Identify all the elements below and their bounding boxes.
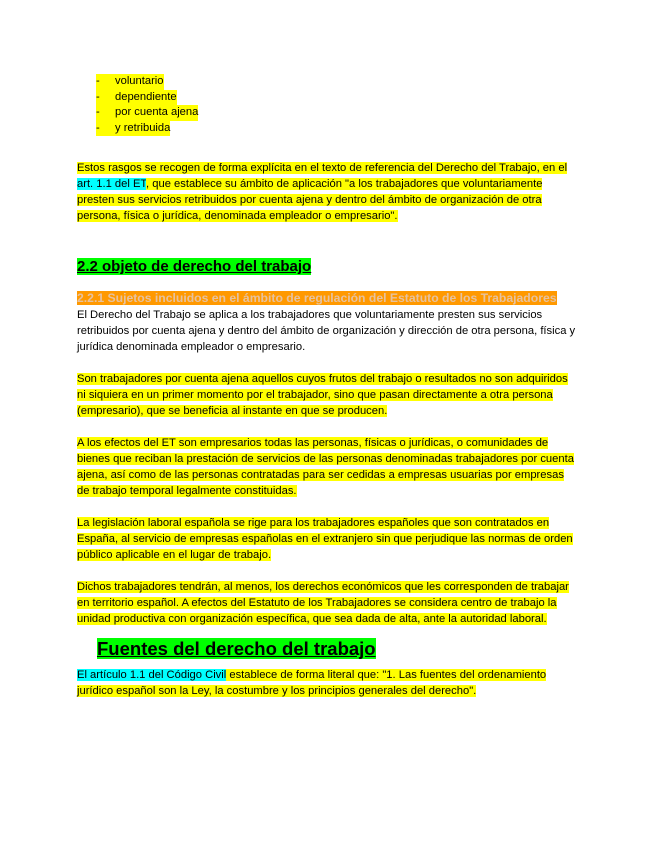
highlight-text: Son trabajadores por cuenta ajena aquellos cuyos frutos del trabajo o resultados no son adquiridos ni siquiera en un primer momento por el trabajador, sino que pasan directamente a otra persona (empresario), que se beneficia al instante en que se producen. bbox=[77, 373, 568, 417]
paragraph-empresarios bbox=[77, 435, 579, 499]
document-content bbox=[77, 74, 579, 699]
section-heading-text: Fuentes del derecho del trabajo bbox=[97, 638, 376, 659]
highlight-text: Dichos trabajadores tendrán, al menos, los derechos económicos que les corresponden de trabajar en territorio español. A efectos del Estatuto de los Trabajadores se considera centro de trabajo la unidad productiva con organización específica, que sea dada de alta, ante la autoridad laboral. bbox=[77, 581, 569, 625]
list-item bbox=[96, 74, 579, 90]
bullet-text: por cuenta ajena bbox=[115, 105, 198, 121]
list-item bbox=[96, 90, 579, 106]
bullet-text: y retribuida bbox=[115, 121, 170, 137]
paragraph-aplicacion: El Derecho del Trabajo se aplica a los trabajadores que voluntariamente presten sus servicios retribuidos por cuenta ajena y dentro del ámbito de organización y dirección de otra persona, física y jurídica denominada empleador o empresario. bbox=[77, 309, 576, 353]
paragraph-legislacion bbox=[77, 515, 579, 563]
highlight-text: establece de forma literal que: "1. Las fuentes del ordenamiento jurídico español son la Ley, la costumbre y los principios generales del derecho". bbox=[77, 669, 547, 697]
bullet-dash: - bbox=[96, 74, 115, 90]
highlight-text: , que establece su ámbito de aplicación "a los trabajadores que voluntariamente presten sus servicios retribuidos por cuenta ajena y dentro del ámbito de organización de otra persona, física o jurídica, denominada empleador o empresario". bbox=[77, 178, 543, 222]
highlight-text: en el texto de referencia del Derecho del Trabajo, en el bbox=[291, 162, 568, 174]
bullet-dash: - bbox=[96, 121, 115, 137]
section-heading-fuentes bbox=[97, 637, 579, 661]
section-heading-text: 2.2 objeto de derecho del trabajo bbox=[77, 258, 312, 275]
bullet-text: dependiente bbox=[115, 90, 177, 106]
subsection-heading-text: 2.2.1 Sujetos incluidos en el ámbito de regulación del Estatuto de los Trabajadores bbox=[77, 291, 557, 305]
highlight-text: Estos rasgos se recogen de forma explícita bbox=[77, 162, 292, 174]
highlight-text: A los efectos del ET son empresarios todas las personas, físicas o jurídicas, o comunidades de bienes que reciban la prestación de servicios de las personas denominadas trabajadores por cuenta ajena, así como de las personas contratadas para ser cedidas a empresas usuarias por empresas de trabajo temporal legalmente constituidas. bbox=[77, 437, 574, 497]
section-heading-2-2 bbox=[77, 256, 579, 278]
bullet-dash: - bbox=[96, 90, 115, 106]
list-item bbox=[96, 121, 579, 137]
bullet-text: voluntario bbox=[115, 74, 164, 90]
paragraph-rasgos bbox=[77, 160, 579, 224]
article-reference: art. 1.1 del ET bbox=[77, 178, 147, 190]
list-item bbox=[96, 105, 579, 121]
paragraph-cuenta-ajena bbox=[77, 371, 579, 419]
bullet-list bbox=[77, 74, 579, 136]
subsection-heading-2-2-1 bbox=[77, 290, 579, 307]
paragraph-codigo-civil bbox=[77, 667, 579, 699]
paragraph-derechos bbox=[77, 579, 579, 627]
highlight-text: La legislación laboral española se rige para los trabajadores españoles que son contratados en España, al servicio de empresas españolas en el extranjero sin que perjudique las normas de orden público aplicable en el lugar de trabajo. bbox=[77, 517, 573, 561]
bullet-dash: - bbox=[96, 105, 115, 121]
article-reference: El artículo 1.1 del Código Civil bbox=[77, 669, 227, 681]
